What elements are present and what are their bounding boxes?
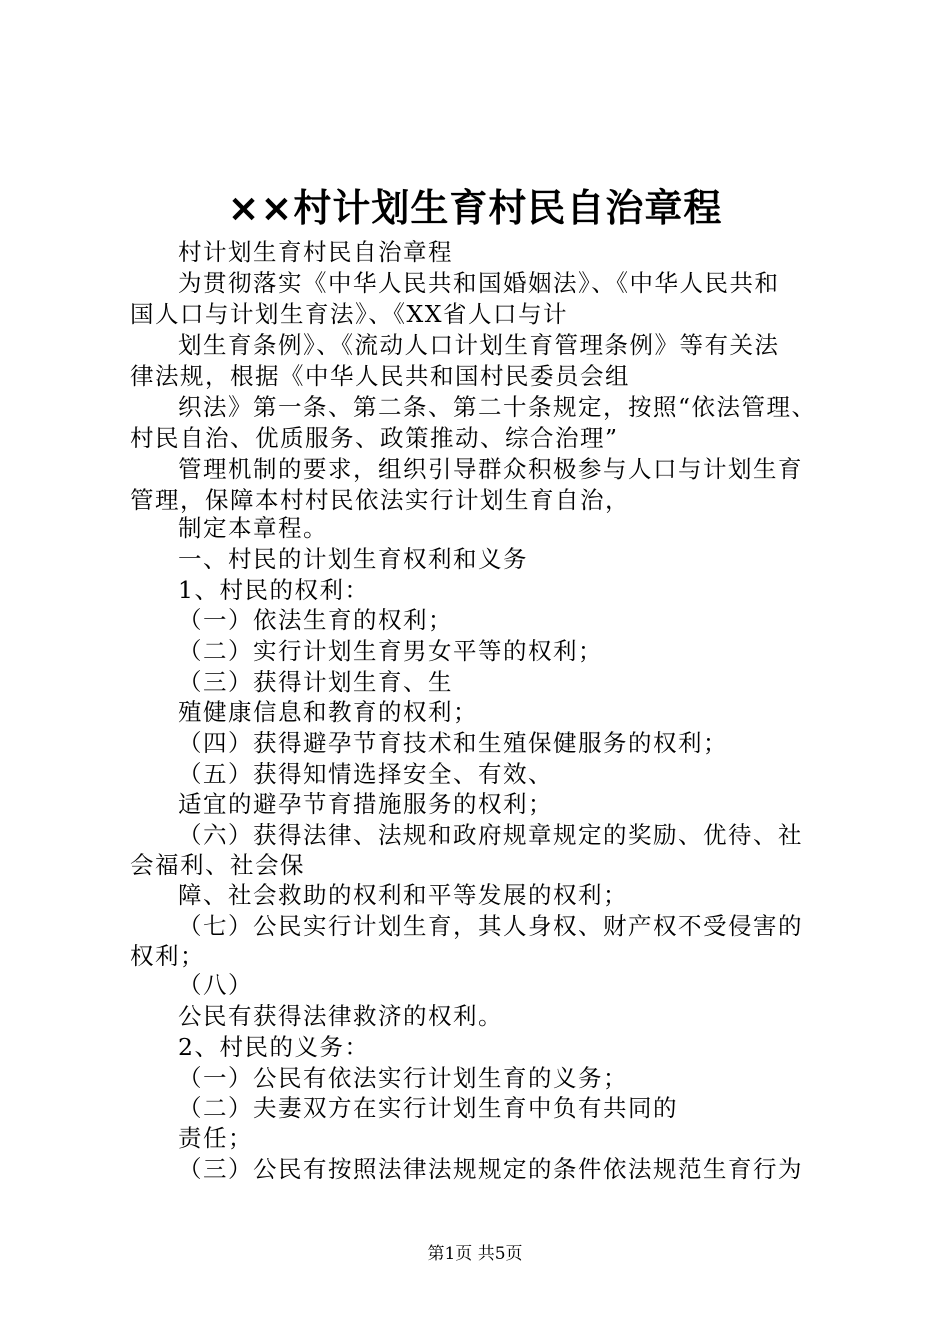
- document-line: 适宜的避孕节育措施服务的权利；: [178, 790, 553, 818]
- document-line: 村民自治、优质服务、政策推动、综合治理”: [130, 424, 619, 452]
- document-line: （三）获得计划生育、生: [178, 668, 453, 696]
- page-footer: 第1页 共5页: [427, 1244, 523, 1264]
- document-line: 管理机制的要求，组织引导群众积极参与人口与计划生育: [178, 455, 803, 483]
- document-line: 殖健康信息和教育的权利；: [178, 698, 478, 726]
- document-line: （二）夫妻双方在实行计划生育中负有共同的: [178, 1094, 678, 1122]
- document-line: 公民有获得法律救济的权利。: [178, 1002, 503, 1030]
- document-line: 1、村民的权利：: [178, 576, 370, 604]
- document-line: 管理，保障本村村民依法实行计划生育自治，: [130, 486, 630, 514]
- document-line: 国人口与计划生育法》、《XX省人口与计: [130, 300, 568, 328]
- document-line: （一）公民有依法实行计划生育的义务；: [178, 1064, 628, 1092]
- document-line: 织法》第一条、第二条、第二十条规定，按照“依法管理、: [178, 393, 817, 421]
- document-line: 障、社会救助的权利和平等发展的权利；: [178, 881, 628, 909]
- document-line: 权利；: [130, 942, 205, 970]
- document-line: 划生育条例》、《流动人口计划生育管理条例》等有关法: [178, 331, 780, 359]
- document-line: （七）公民实行计划生育，其人身权、财产权不受侵害的: [178, 912, 803, 940]
- document-line: （四）获得避孕节育技术和生殖保健服务的权利；: [178, 729, 728, 757]
- document-line: （五）获得知情选择安全、有效、: [178, 760, 553, 788]
- document-line: （六）获得法律、法规和政府规章规定的奖励、优待、社: [178, 821, 803, 849]
- document-line: 村计划生育村民自治章程: [178, 238, 453, 266]
- document-line: 2、村民的义务：: [178, 1033, 370, 1061]
- document-line: 为贯彻落实《中华人民共和国婚姻法》、《中华人民共和: [178, 269, 780, 297]
- document-line: （三）公民有按照法律法规规定的条件依法规范生育行为: [178, 1155, 803, 1183]
- document-line: 会福利、社会保: [130, 851, 305, 879]
- document-title: ××村计划生育村民自治章程: [227, 186, 723, 230]
- document-line: 律法规，根据《中华人民共和国村民委员会组: [130, 362, 630, 390]
- document-line: （一）依法生育的权利；: [178, 606, 453, 634]
- document-line: （八）: [178, 971, 253, 999]
- document-line: （二）实行计划生育男女平等的权利；: [178, 637, 603, 665]
- document-line: 一、村民的计划生育权利和义务: [178, 545, 528, 573]
- document-line: 责任；: [178, 1124, 253, 1152]
- document-line: 制定本章程。: [178, 514, 328, 542]
